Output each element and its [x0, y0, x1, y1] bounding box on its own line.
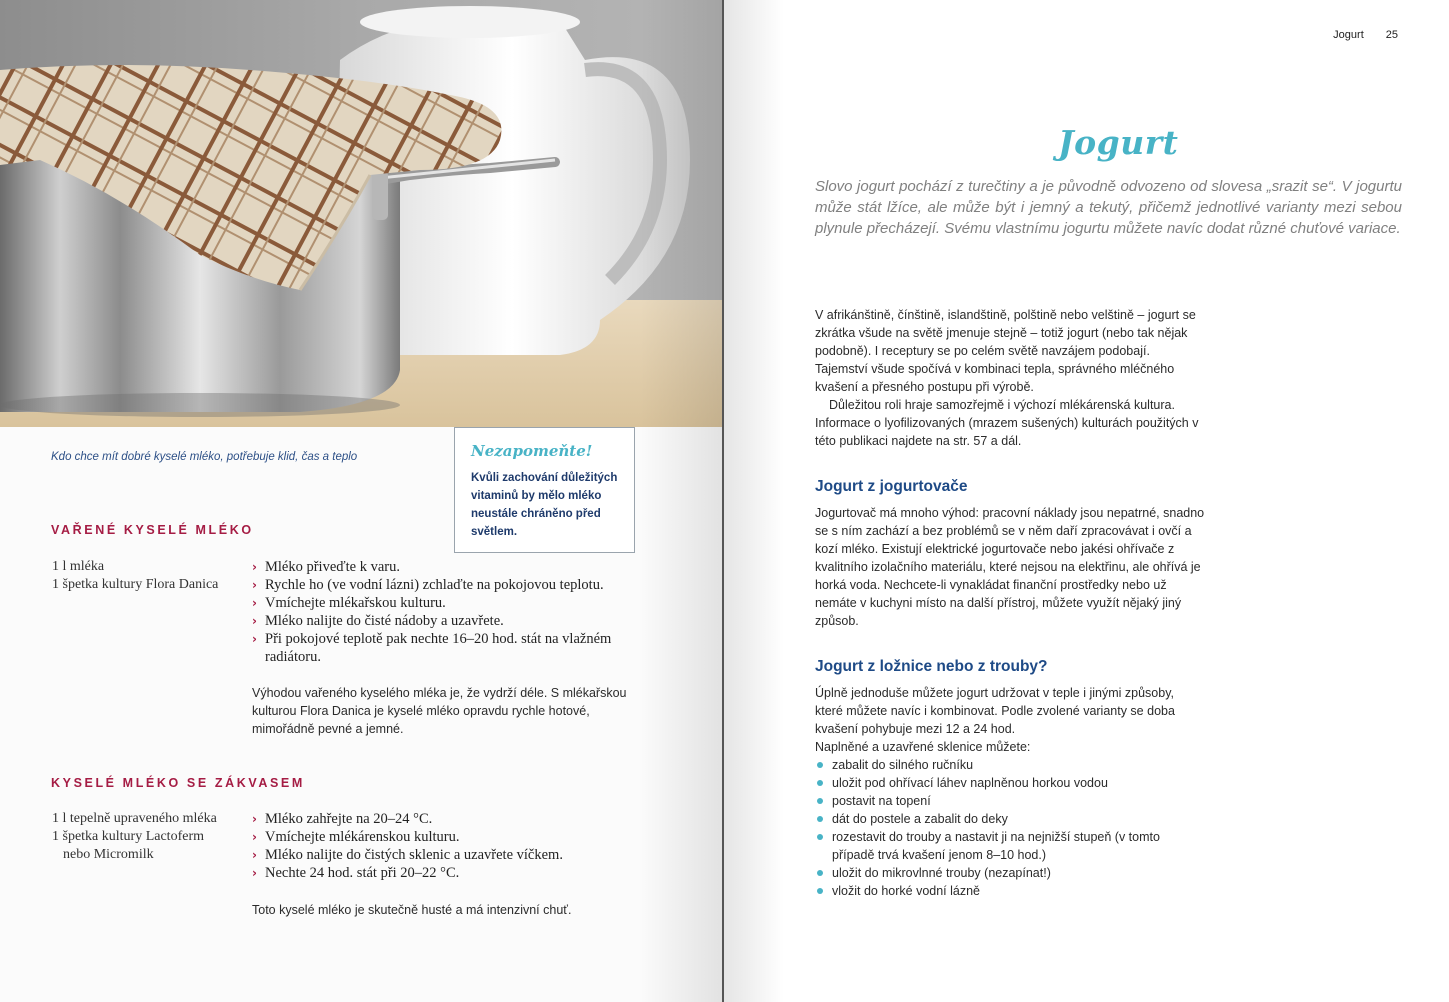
- step-item: › Mléko nalijte do čistých sklenic a uzavřete víčkem.: [252, 847, 563, 863]
- step-item: › Nechte 24 hod. stát při 20–22 °C.: [252, 865, 460, 881]
- tip-box: [454, 427, 635, 553]
- pot-photo: [0, 0, 723, 427]
- photo-caption: Kdo chce mít dobré kyselé mléko, potřebuje klid, čas a teplo: [51, 451, 358, 463]
- recipe1-steps: [252, 558, 652, 666]
- tip-title: Nezapomeňte!: [471, 442, 593, 460]
- list-item: postavit na topení: [815, 792, 1205, 810]
- list-item: zabalit do silného ručníku: [815, 756, 1205, 774]
- list-item: uložit do mikrovlnné trouby (nezapínat!): [815, 864, 1205, 882]
- tip-text: Kvůli zachování důležitých vitaminů by mělo mléko neustále chráněno před světlem.: [471, 472, 618, 538]
- list-item: rozestavit do trouby a nastavit ji na nejnižší stupeň (v tomto případě trvá kvašení jenom 8–10 hod.): [815, 828, 1205, 864]
- recipe2-ingredients: [52, 810, 232, 864]
- left-page: [0, 0, 723, 1002]
- section2-heading: Jogurt z ložnice nebo z trouby?: [815, 658, 1048, 675]
- section2-text: [815, 684, 1205, 756]
- step-item: › Vmíchejte mlékařskou kulturu.: [252, 595, 446, 611]
- section1-text: Jogurtovač má mnoho výhod: pracovní náklady jsou nepatrné, snadno se s ním zachází a bez problémů se v něm daří zpracovávat i ovčí a kozí mléko. Existují elektrické jogurtovače nebo jakési ohřívače z kvalitního izolačního materiálu, které nejsou na elektřinu, ale ohřívá je horká voda. Nechcete-li vynakládat finanční prostředky nebo už nemáte v kuchyni místo na další přístroj, můžete využít nějaký jiný způsob.: [815, 506, 1205, 628]
- arrow-icon: ›: [252, 578, 257, 592]
- ingredient-item: 1 l mléka: [52, 559, 105, 574]
- recipe2-steps: [252, 810, 652, 882]
- step-item: › Rychle ho (ve vodní lázni) zchlaďte na pokojovou teplotu.: [252, 577, 604, 593]
- paragraph: Úplně jednoduše můžete jogurt udržovat v teple i jinými způsoby, které můžete navíc i kombinovat. Podle zvolené varianty se doba kvašení pohybuje mezi 12 a 24 hod.: [815, 686, 1175, 736]
- section1-heading: Jogurt z jogurtovače: [815, 478, 968, 495]
- running-head: [1311, 29, 1398, 41]
- body-paragraphs: [815, 306, 1205, 450]
- step-item: › Mléko zahřejte na 20–24 °C.: [252, 811, 433, 827]
- arrow-icon: ›: [252, 560, 257, 574]
- arrow-icon: ›: [252, 812, 257, 826]
- ingredient-item: 1 l tepelně upraveného mléka: [52, 811, 217, 826]
- paragraph: Důležitou roli hraje samozřejmě i výchozí mlékárenská kultura. Informace o lyofilizovaných (mrazem sušených) kulturách použitých v této publikaci najdete na str. 57 a dál.: [815, 398, 1199, 448]
- list-lead: Naplněné a uzavřené sklenice můžete:: [815, 740, 1031, 754]
- list-item: dát do postele a zabalit do deky: [815, 810, 1205, 828]
- recipe1-note: Výhodou vařeného kyselého mléka je, že vydrží déle. S mlékařskou kulturou Flora Danica je kyselé mléko opravdu rychle hotové, mimořádně pevné a jemné.: [252, 686, 627, 736]
- step-item: › Mléko přiveďte k varu.: [252, 559, 401, 575]
- recipe2-note: Toto kyselé mléko je skutečně husté a má intenzivní chuť.: [252, 903, 572, 917]
- step-item: › Při pokojové teplotě pak nechte 16–20 hod. stát na vlažném radiátoru.: [252, 631, 612, 665]
- arrow-icon: ›: [252, 596, 257, 610]
- step-item: › Vmíchejte mlékárenskou kulturu.: [252, 829, 460, 845]
- recipe1-ingredients: [52, 558, 232, 594]
- intro-text: Slovo jogurt pochází z turečtiny a je původně odvozeno od slovesa „srazit se“. V jogurtu může stát lžíce, ale může být i jemný a tekutý, přičemž jednotlivé varianty mezi sebou plynule přecházejí. Svému vlastnímu jogurtu můžete navíc dodat různé chuťové variace.: [815, 178, 1402, 237]
- page-number: 25: [1385, 29, 1398, 41]
- arrow-icon: ›: [252, 848, 257, 862]
- paragraph: V afrikánštině, čínštině, islandštině, polštině nebo velštině – jogurt se zkrátka všude na světě jmenuje stejně – totiž jogurt (nebo tak nějak podobně). I receptury se po celém světě navzájem podobají. Tajemství všude spočívá v kombinaci tepla, správného mléčného kvašení a přesného postupu při výrobě.: [815, 308, 1196, 394]
- options-list: [815, 756, 1205, 900]
- page-title: Jogurt: [1058, 123, 1179, 162]
- arrow-icon: ›: [252, 614, 257, 628]
- recipe2-heading: KYSELÉ MLÉKO SE ZÁKVASEM: [51, 776, 305, 790]
- recipe1-heading: VAŘENÉ KYSELÉ MLÉKO: [51, 523, 254, 537]
- running-head-title: Jogurt: [1333, 29, 1364, 41]
- ingredient-item: 1 špetka kultury Lactoferm nebo Micromilk: [52, 829, 205, 862]
- list-item: vložit do horké vodní lázně: [815, 882, 1205, 900]
- list-item: uložit pod ohřívací láhev naplněnou horkou vodou: [815, 774, 1205, 792]
- right-page: [724, 0, 1449, 1002]
- ingredient-item: 1 špetka kultury Flora Danica: [52, 577, 219, 592]
- arrow-icon: ›: [252, 830, 257, 844]
- arrow-icon: ›: [252, 632, 257, 646]
- gutter-shadow: [724, 0, 784, 1002]
- step-item: › Mléko nalijte do čisté nádoby a uzavřete.: [252, 613, 504, 629]
- arrow-icon: ›: [252, 866, 257, 880]
